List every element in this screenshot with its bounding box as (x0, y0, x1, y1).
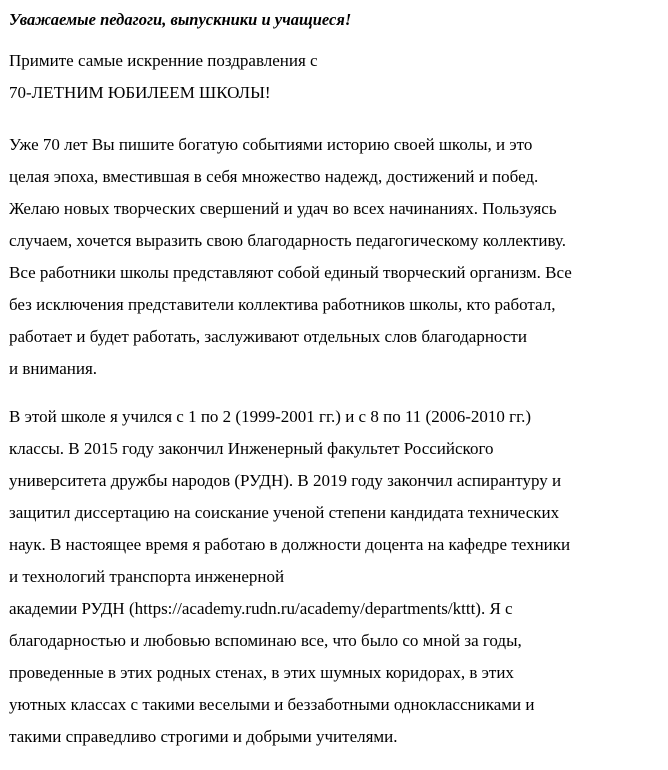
paragraph1-line: Уже 70 лет Вы пишите богатую событиями историю своей школы, и это (9, 135, 533, 154)
paragraph2-line: благодарностью и любовью вспоминаю все, что было со мной за годы, (9, 631, 522, 650)
paragraph2-line: и технологий транспорта инженерной (9, 567, 285, 586)
letter-heading: Уважаемые педагоги, выпускники и учащиеся! (9, 10, 352, 29)
paragraph1-line: Желаю новых творческих свершений и удач во всех начинаниях. Пользуясь (9, 199, 557, 218)
paragraph2-line: наук. В настоящее время я работаю в должности доцента на кафедре техники (9, 535, 571, 554)
paragraph1-line: работает и будет работать, заслуживают отдельных слов благодарности (9, 327, 527, 346)
paragraph1-line: и внимания. (9, 359, 98, 378)
paragraph2-line: такими справедливо строгими и добрыми учителями. (9, 727, 398, 746)
paragraph1-line: Все работники школы представляют собой единый творческий организм. Все (9, 263, 572, 282)
paragraph2-line: защитил диссертацию на соискание ученой степени кандидата технических (9, 503, 560, 522)
paragraph1-line: целая эпоха, вместившая в себя множество надежд, достижений и побед. (9, 167, 539, 186)
paragraph2-line: университета дружбы народов (РУДН). В 2019 году закончил аспирантуру и (9, 471, 562, 490)
paragraph2-line: классы. В 2015 году закончил Инженерный факультет Российского (9, 439, 494, 458)
greeting-line: 70-ЛЕТНИМ ЮБИЛЕЕМ ШКОЛЫ! (9, 83, 271, 102)
paragraph2-line: В этой школе я учился с 1 по 2 (1999-2001 гг.) и с 8 по 11 (2006-2010 гг.) (9, 407, 532, 426)
paragraph2-line: академии РУДН (https://academy.rudn.ru/academy/departments/kttt). Я с (9, 599, 513, 618)
paragraph1-line: случаем, хочется выразить свою благодарность педагогическому коллективу. (9, 231, 566, 250)
paragraph2-line: проведенные в этих родных стенах, в этих шумных коридорах, в этих (9, 663, 514, 682)
paragraph2-line: уютных классах с такими веселыми и беззаботными одноклассниками и (9, 695, 535, 714)
paragraph1-line: без исключения представители коллектива работников школы, кто работал, (9, 295, 556, 314)
greeting-line: Примите самые искренние поздравления с (9, 51, 318, 70)
